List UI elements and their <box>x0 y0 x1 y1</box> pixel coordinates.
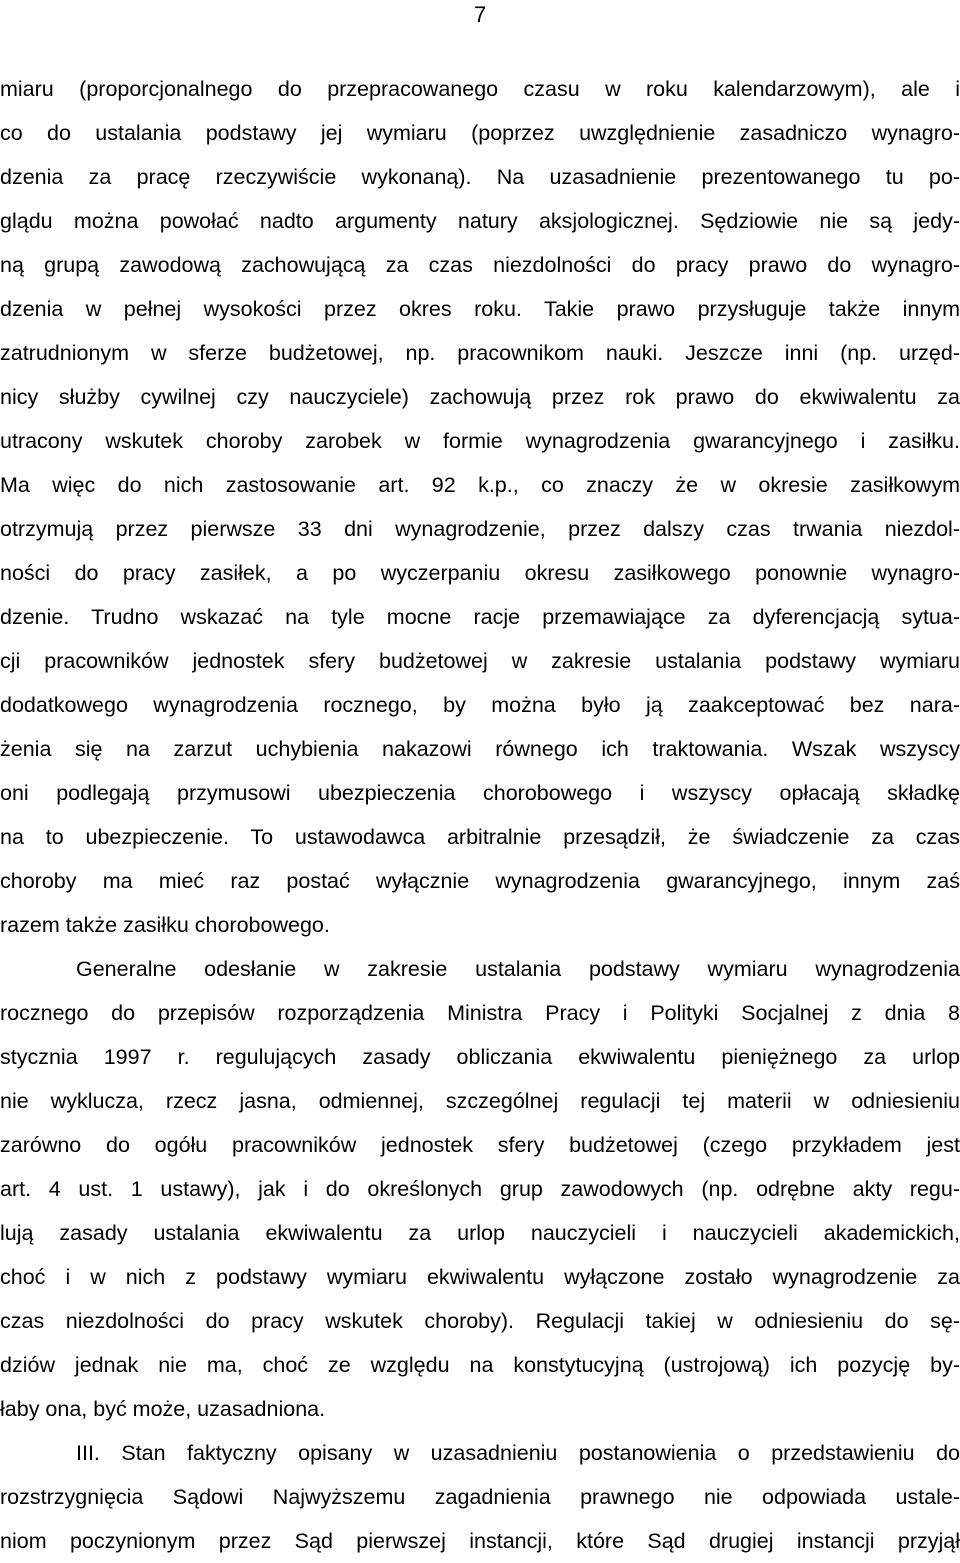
page-number: 7 <box>474 2 487 27</box>
text-line: rozstrzygnięcia Sądowi Najwyższemu zagadnienia prawnego nie odpowiada ustale- <box>0 1485 960 1509</box>
text-line: oni podlegają przymusowi ubezpieczenia chorobowego i wszyscy opłacają składkę <box>0 781 960 805</box>
text-line: łaby ona, być może, uzasadniona. <box>0 1397 326 1421</box>
text-line: zatrudnionym w sferze budżetowej, np. pracownikom nauki. Jeszcze inni (np. urzęd- <box>0 341 960 365</box>
text-line: lują zasady ustalania ekwiwalentu za urlop nauczycieli i nauczycieli akademickich, <box>0 1221 960 1245</box>
text-line: na to ubezpieczenie. To ustawodawca arbitralnie przesądził, że świadczenie za czas <box>0 825 960 849</box>
text-line: Ma więc do nich zastosowanie art. 92 k.p., co znaczy że w okresie zasiłkowym <box>0 473 960 497</box>
text-line: art. 4 ust. 1 ustawy), jak i do określonych grup zawodowych (np. odrębne akty regu- <box>0 1177 960 1201</box>
text-line: utracony wskutek choroby zarobek w formie wynagrodzenia gwarancyjnego i zasiłku. <box>0 429 960 453</box>
text-line: czas niezdolności do pracy wskutek choroby). Regulacji takiej w odniesieniu do sę- <box>0 1309 960 1333</box>
text-line: dziów jednak nie ma, choć ze względu na konstytucyjną (ustrojową) ich pozycję by- <box>0 1353 960 1377</box>
text-line: Generalne odesłanie w zakresie ustalania podstawy wymiaru wynagrodzenia <box>76 957 960 981</box>
text-line: cji pracowników jednostek sfery budżetowej w zakresie ustalania podstawy wymiaru <box>0 649 960 673</box>
text-line: otrzymują przez pierwsze 33 dni wynagrodzenie, przez dalszy czas trwania niezdol- <box>0 517 960 541</box>
text-line: żenia się na zarzut uchybienia nakazowi równego ich traktowania. Wszak wszyscy <box>0 737 960 761</box>
document-body <box>0 67 960 1563</box>
text-line: nie wyklucza, rzecz jasna, odmiennej, szczególnej regulacji tej materii w odniesieniu <box>0 1089 960 1113</box>
text-line: nicy służby cywilnej czy nauczyciele) zachowują przez rok prawo do ekwiwalentu za <box>0 385 960 409</box>
text-line: dzenia za pracę rzeczywiście wykonaną). Na uzasadnienie prezentowanego tu po- <box>0 165 960 189</box>
text-line: co do ustalania podstawy jej wymiaru (poprzez uwzględnienie zasadniczo wynagro- <box>0 121 960 145</box>
text-line: choroby ma mieć raz postać wyłącznie wynagrodzenia gwarancyjnego, innym zaś <box>0 869 960 893</box>
text-line: stycznia 1997 r. regulujących zasady obliczania ekwiwalentu pieniężnego za urlop <box>0 1045 960 1069</box>
text-line: miaru (proporcjonalnego do przepracowanego czasu w roku kalendarzowym), ale i <box>0 77 960 101</box>
text-line: III. Stan faktyczny opisany w uzasadnieniu postanowienia o przedstawieniu do <box>76 1441 960 1465</box>
text-line: dodatkowego wynagrodzenia rocznego, by można było ją zaakceptować bez nara- <box>0 693 960 717</box>
text-line: ną grupą zawodową zachowującą za czas niezdolności do pracy prawo do wynagro- <box>0 253 960 277</box>
text-line: rocznego do przepisów rozporządzenia Ministra Pracy i Polityki Socjalnej z dnia 8 <box>0 1001 960 1025</box>
text-line: dzenia w pełnej wysokości przez okres roku. Takie prawo przysługuje także innym <box>0 297 960 321</box>
text-line: razem także zasiłku chorobowego. <box>0 913 330 937</box>
text-line: glądu można powołać nadto argumenty natury aksjologicznej. Sędziowie nie są jedy- <box>0 209 960 233</box>
text-line: choć i w nich z podstawy wymiaru ekwiwalentu wyłączone zostało wynagrodzenie za <box>0 1265 960 1289</box>
text-line: ności do pracy zasiłek, a po wyczerpaniu okresu zasiłkowego ponownie wynagro- <box>0 561 960 585</box>
text-line: dzenie. Trudno wskazać na tyle mocne racje przemawiające za dyferencjacją sytua- <box>0 605 960 629</box>
text-line: zarówno do ogółu pracowników jednostek sfery budżetowej (czego przykładem jest <box>0 1133 960 1157</box>
text-line: niom poczynionym przez Sąd pierwszej instancji, które Sąd drugiej instancji przyjął <box>0 1529 960 1553</box>
